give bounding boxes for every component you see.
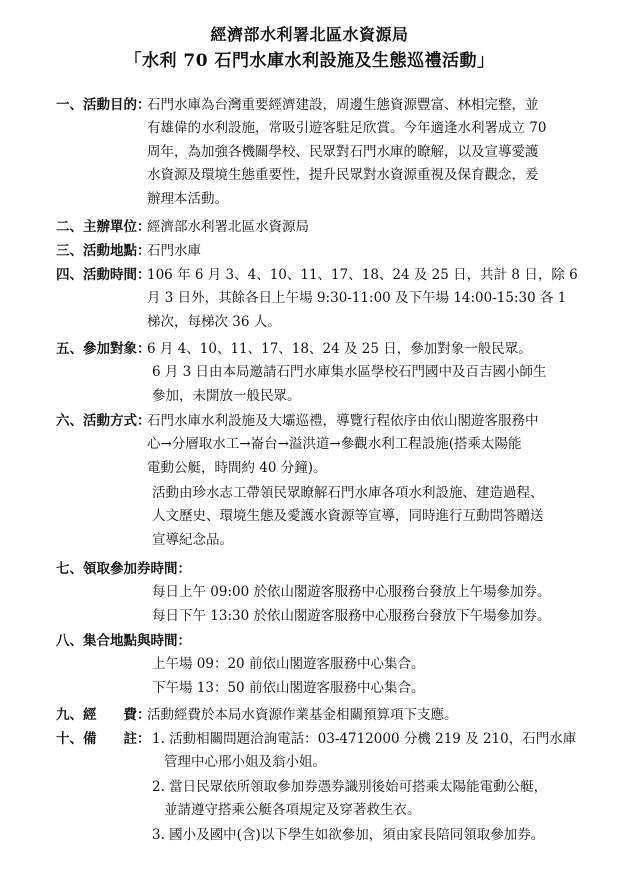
- section-label: 四、活動時間：: [56, 267, 151, 283]
- text-line: 經濟部水利署北區水資源局: [147, 219, 309, 235]
- text-line: 每日下午 13:30 於依山閣遊客服務中心服務台發放下午場參加券。: [152, 607, 551, 624]
- section-location: [56, 240, 596, 264]
- section-purpose: [56, 94, 596, 214]
- section-gathering: [56, 630, 596, 702]
- text-line: 下午場 13：50 前依山閣遊客服務中心集合。: [152, 679, 425, 696]
- text-line: 106 年 6 月 3、4、10、11、17、18、24 及 25 日，共計 8 日，除 6: [147, 267, 578, 283]
- note-item-cont: 並請遵守搭乘公艇各項規定及穿著救生衣。: [164, 802, 421, 819]
- text-line: 石門水庫為台灣重要經濟建設，周邊生態資源豐富、林相完整，並: [147, 97, 539, 113]
- text-line: 活動經費於本局水資源作業基金相關預算項下支應。: [147, 707, 458, 723]
- text-line: 每日上午 09:00 於依山閣遊客服務中心服務台發放上午場參加券。: [152, 584, 551, 601]
- note-item: 3. 國小及國中(含)以下學生如欲參加，須由家長陪同領取參加券。: [152, 827, 545, 843]
- section-label: 一、活動目的：: [56, 97, 151, 113]
- text-line: 月 3 日外，其餘各日上午場 9:30-11:00 及下午場 14:00-15:30 各 1: [147, 290, 567, 307]
- text-line: 心→分層取水工→崙台→溢洪道→參觀水利工程設施(搭乘太陽能: [147, 436, 522, 453]
- note-item: 1. 活動相關問題洽詢電話：03-4712000 分機 219 及 210，石門水庫: [152, 731, 577, 747]
- note-item-cont: 管理中心邢小姐及翁小姐。: [164, 754, 326, 771]
- org-title: 經濟部水利署北區水資源局: [210, 25, 409, 44]
- text-line: 石門水庫: [147, 243, 201, 259]
- note-item: 2. 當日民眾依所領取參加券憑券識別後始可搭乘太陽能電動公艇，: [152, 779, 548, 795]
- text-line: 人文歷史、環境生態及愛護水資源等宣導，同時進行互動問答贈送: [152, 508, 544, 525]
- section-remarks: [56, 728, 596, 848]
- text-line: 宣導紀念品。: [152, 531, 233, 548]
- text-line: 6 月 4、10、11、17、18、24 及 25 日，參加對象一般民眾。: [147, 341, 532, 357]
- section-label: 十、備 註：: [56, 731, 151, 747]
- text-line: 6 月 3 日由本局邀請石門水庫集水區學校石門國中及百吉國小師生: [152, 364, 547, 381]
- section-label: 九、經 費：: [56, 707, 151, 723]
- text-line: 電動公艇，時間約 40 分鐘)。: [147, 459, 327, 476]
- section-label: 八、集合地點與時間：: [56, 633, 191, 649]
- text-line: 水資源及環境生態重要性，提升民眾對水資源重視及保育觀念，爰: [147, 167, 539, 184]
- text-line: 辦理本活動。: [147, 190, 228, 207]
- section-label: 七、領取參加券時間：: [56, 561, 191, 577]
- section-funding: [56, 704, 596, 728]
- text-line: 周年，為加強各機關學校、民眾對石門水庫的瞭解，以及宣導愛護: [147, 143, 539, 160]
- section-organizer: [56, 216, 596, 240]
- section-method: [56, 410, 596, 554]
- section-time: [56, 264, 596, 336]
- section-label: 五、參加對象：: [56, 341, 151, 357]
- event-title: 「水利 70 石門水庫水利設施及生態巡禮活動」: [124, 51, 495, 71]
- section-label: 六、活動方式：: [56, 413, 151, 429]
- text-line: 上午場 09：20 前依山閣遊客服務中心集合。: [152, 656, 425, 673]
- text-line: 石門水庫水利設施及大壩巡禮，導覽行程依序由依山閣遊客服務中: [147, 413, 539, 429]
- text-line: 梯次，每梯次 36 人。: [147, 313, 281, 330]
- section-label: 三、活動地點：: [56, 243, 151, 259]
- text-line: 參加，未開放一般民眾。: [152, 387, 301, 404]
- text-line: 活動由珍水志工帶領民眾瞭解石門水庫各項水利設施、建造過程、: [152, 485, 544, 501]
- section-label: 二、主辦單位：: [56, 219, 151, 235]
- text-line: 有雄偉的水利設施，常吸引遊客駐足欣賞。今年適逢水利署成立 70: [147, 120, 547, 137]
- section-audience: [56, 338, 596, 410]
- section-tickets: [56, 558, 596, 630]
